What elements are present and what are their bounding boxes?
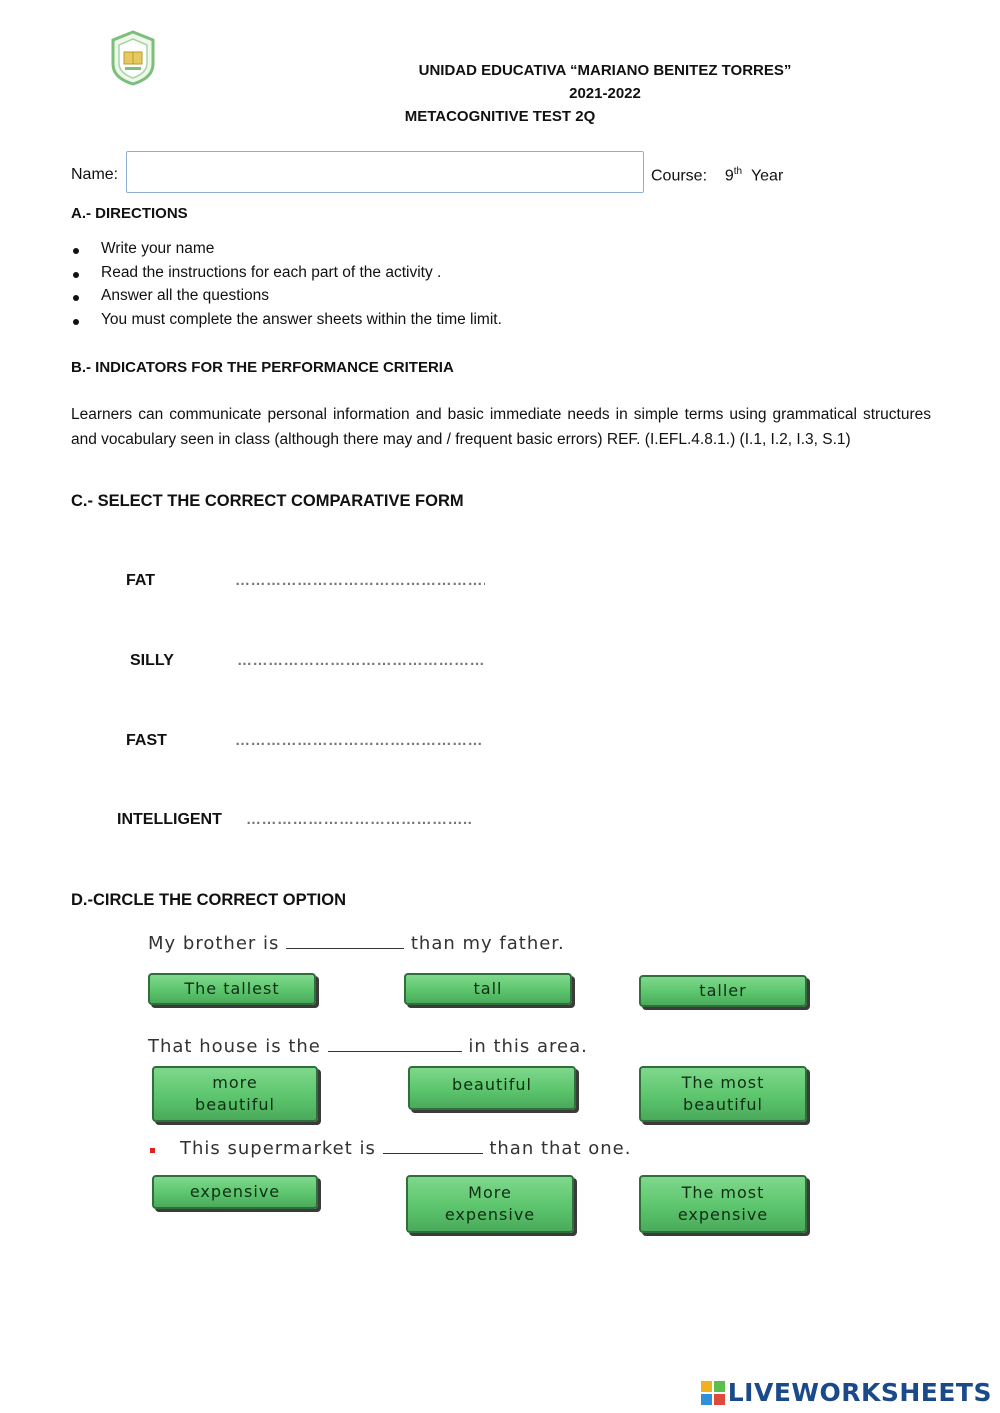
list-item: Write your name bbox=[70, 240, 502, 264]
directions-list bbox=[70, 240, 502, 334]
question-text: My brother is bbox=[148, 933, 280, 954]
question-text: in this area. bbox=[468, 1036, 588, 1057]
list-item: Answer all the questions bbox=[70, 287, 502, 311]
option-button[interactable]: beautiful bbox=[408, 1066, 576, 1110]
liveworksheets-icon bbox=[701, 1381, 725, 1405]
word-intelligent: INTELLIGENT bbox=[117, 811, 222, 828]
option-button[interactable]: taller bbox=[639, 975, 807, 1007]
section-c-title: C.- SELECT THE CORRECT COMPARATIVE FORM bbox=[71, 492, 464, 510]
option-button[interactable]: The most beautiful bbox=[639, 1066, 807, 1122]
list-item: You must complete the answer sheets within the time limit. bbox=[70, 311, 502, 335]
option-button[interactable]: more beautiful bbox=[152, 1066, 318, 1122]
question-2 bbox=[148, 1036, 588, 1057]
option-button[interactable]: tall bbox=[404, 973, 572, 1005]
option-button[interactable]: The tallest bbox=[148, 973, 316, 1005]
section-d-title-text: -CIRCLE THE CORRECT OPTION bbox=[87, 891, 346, 909]
liveworksheets-brand: LIVEWORKSHEETS bbox=[727, 1378, 992, 1407]
liveworksheets-logo bbox=[701, 1378, 992, 1407]
performance-criteria-text: Learners can communicate personal information and basic immediate needs in simple terms using grammatical structures and vocabulary seen in class (although there may and / frequent basic errors) REF. (I.EFL.4.8.1.) (I.1, I.2, I.3, S.1) bbox=[71, 406, 931, 448]
section-b-title: B.- INDICATORS FOR THE PERFORMANCE CRITERIA bbox=[71, 359, 454, 376]
option-button[interactable]: expensive bbox=[152, 1175, 318, 1209]
course-info bbox=[651, 166, 783, 185]
name-label: Name: bbox=[71, 166, 119, 183]
course-superscript: th bbox=[733, 166, 743, 177]
name-input[interactable] bbox=[126, 151, 644, 193]
course-label: Course: bbox=[651, 167, 708, 185]
school-name: UNIDAD EDUCATIVA “MARIANO BENITEZ TORRES” bbox=[418, 62, 792, 79]
option-button[interactable]: The most expensive bbox=[639, 1175, 807, 1233]
school-year: 2021-2022 bbox=[569, 85, 641, 102]
answer-blank bbox=[328, 1037, 462, 1052]
red-marker bbox=[150, 1148, 155, 1153]
answer-fast-input[interactable] bbox=[235, 732, 485, 749]
answer-blank bbox=[286, 934, 404, 949]
answer-fat-input[interactable] bbox=[235, 572, 485, 589]
section-a-title: A.- DIRECTIONS bbox=[71, 205, 188, 222]
section-d-title bbox=[71, 891, 346, 910]
test-title: METACOGNITIVE TEST 2Q bbox=[404, 108, 596, 125]
question-text: This supermarket is bbox=[180, 1138, 376, 1159]
section-d-prefix: D. bbox=[71, 891, 88, 909]
course-suffix: Year bbox=[750, 167, 784, 185]
list-item: Read the instructions for each part of the activity . bbox=[70, 264, 502, 288]
answer-silly-input[interactable] bbox=[237, 652, 487, 669]
course-number: 9 bbox=[724, 167, 734, 185]
option-button[interactable]: More expensive bbox=[406, 1175, 574, 1233]
question-3 bbox=[180, 1138, 631, 1159]
question-text: than my father. bbox=[410, 933, 565, 954]
answer-blank bbox=[383, 1139, 483, 1154]
question-text: That house is the bbox=[148, 1036, 321, 1057]
word-fast: FAST bbox=[126, 732, 167, 749]
word-fat: FAT bbox=[126, 572, 156, 589]
question-text: than that one. bbox=[489, 1138, 632, 1159]
answer-intelligent-input[interactable] bbox=[246, 811, 476, 828]
question-1 bbox=[148, 933, 565, 954]
word-silly: SILLY bbox=[130, 652, 174, 669]
